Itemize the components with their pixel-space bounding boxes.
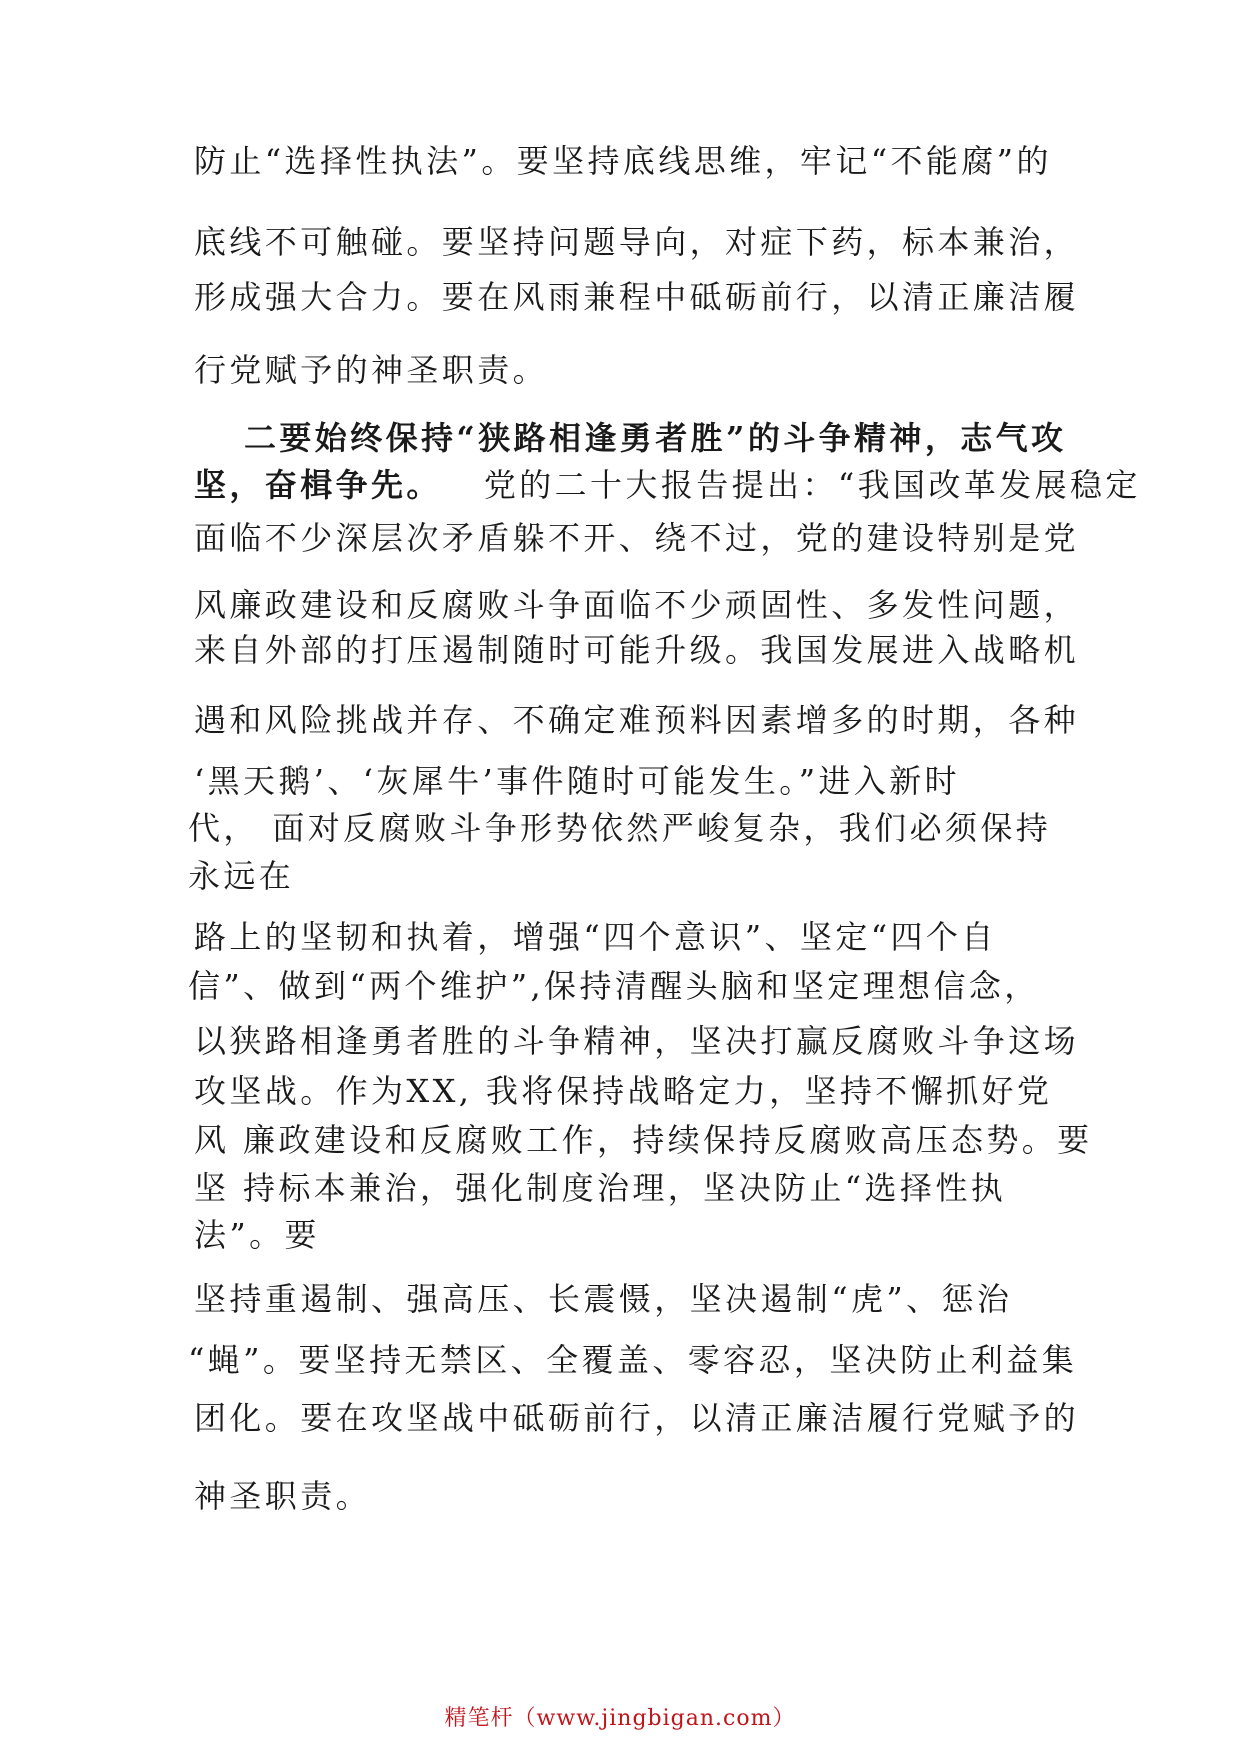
section-heading: 二要始终保持“狭路相逢勇者胜”的斗争精神，志气攻 — [244, 419, 1067, 457]
body-line: 坚 持标本兼治，强化制度治理，坚决防止“选择性执 — [194, 1169, 1007, 1207]
body-line: 路上的坚韧和执着，增强“四个意识”、坚定“四个自 — [194, 918, 997, 956]
body-line: 风 廉政建设和反腐败工作，持续保持反腐败高压态势。要 — [194, 1121, 1093, 1159]
body-line: 永远在 — [188, 857, 295, 895]
body-line: 代， 面对反腐败斗争形势依然严峻复杂，我们必须保持 — [188, 809, 1052, 847]
body-line: 底线不可触碰。要坚持问题导向，对症下药，标本兼治， — [194, 223, 1080, 261]
body-line: 以狭路相逢勇者胜的斗争精神，坚决打赢反腐败斗争这场 — [194, 1022, 1080, 1060]
body-line: “蝇”。要坚持无禁区、全覆盖、零容忍，坚决防止利益集 — [188, 1341, 1078, 1379]
body-line: 风廉政建设和反腐败斗争面临不少顽固性、多发性问题， — [194, 586, 1080, 624]
body-line: 法”。要 — [194, 1216, 320, 1254]
footer-watermark: 精笔杆（www.jingbigan.com） — [444, 1706, 796, 1731]
body-line: 团化。要在攻坚战中砥砺前行，以清正廉洁履行党赋予的 — [194, 1399, 1080, 1437]
section-heading-tail: 坚，奋楫争先。 — [194, 466, 442, 504]
body-line: 来自外部的打压遏制随时可能升级。我国发展进入战略机 — [194, 631, 1080, 669]
body-text: 党的二十大报告提出：“我国改革发展稳定 — [483, 466, 1141, 504]
body-line: 行党赋予的神圣职责。 — [194, 351, 549, 389]
body-line: 攻坚战。作为XX, 我将保持战略定力，坚持不懈抓好党 — [194, 1072, 1053, 1110]
body-line: 坚持重遏制、强高压、长震慑，坚决遏制“虎”、惩治 — [194, 1280, 1013, 1318]
body-line: ‘黑天鹅’、‘灰犀牛’事件随时可能发生。”进入新时 — [194, 762, 961, 800]
body-line: 神圣职责。 — [194, 1477, 372, 1515]
body-line: 形成强大合力。要在风雨兼程中砥砺前行，以清正廉洁履 — [194, 278, 1080, 316]
body-line: 遇和风险挑战并存、不确定难预料因素增多的时期，各种 — [194, 701, 1080, 739]
body-line: 信”、做到“两个维护”,保持清醒头脑和坚定理想信念， — [188, 967, 1040, 1005]
body-line: 防止“选择性执法”。要坚持底线思维，牢记“不能腐”的 — [194, 142, 1052, 180]
section-heading-line — [194, 465, 1141, 505]
body-line: 面临不少深层次矛盾躲不开、绕不过，党的建设特别是党 — [194, 519, 1080, 557]
